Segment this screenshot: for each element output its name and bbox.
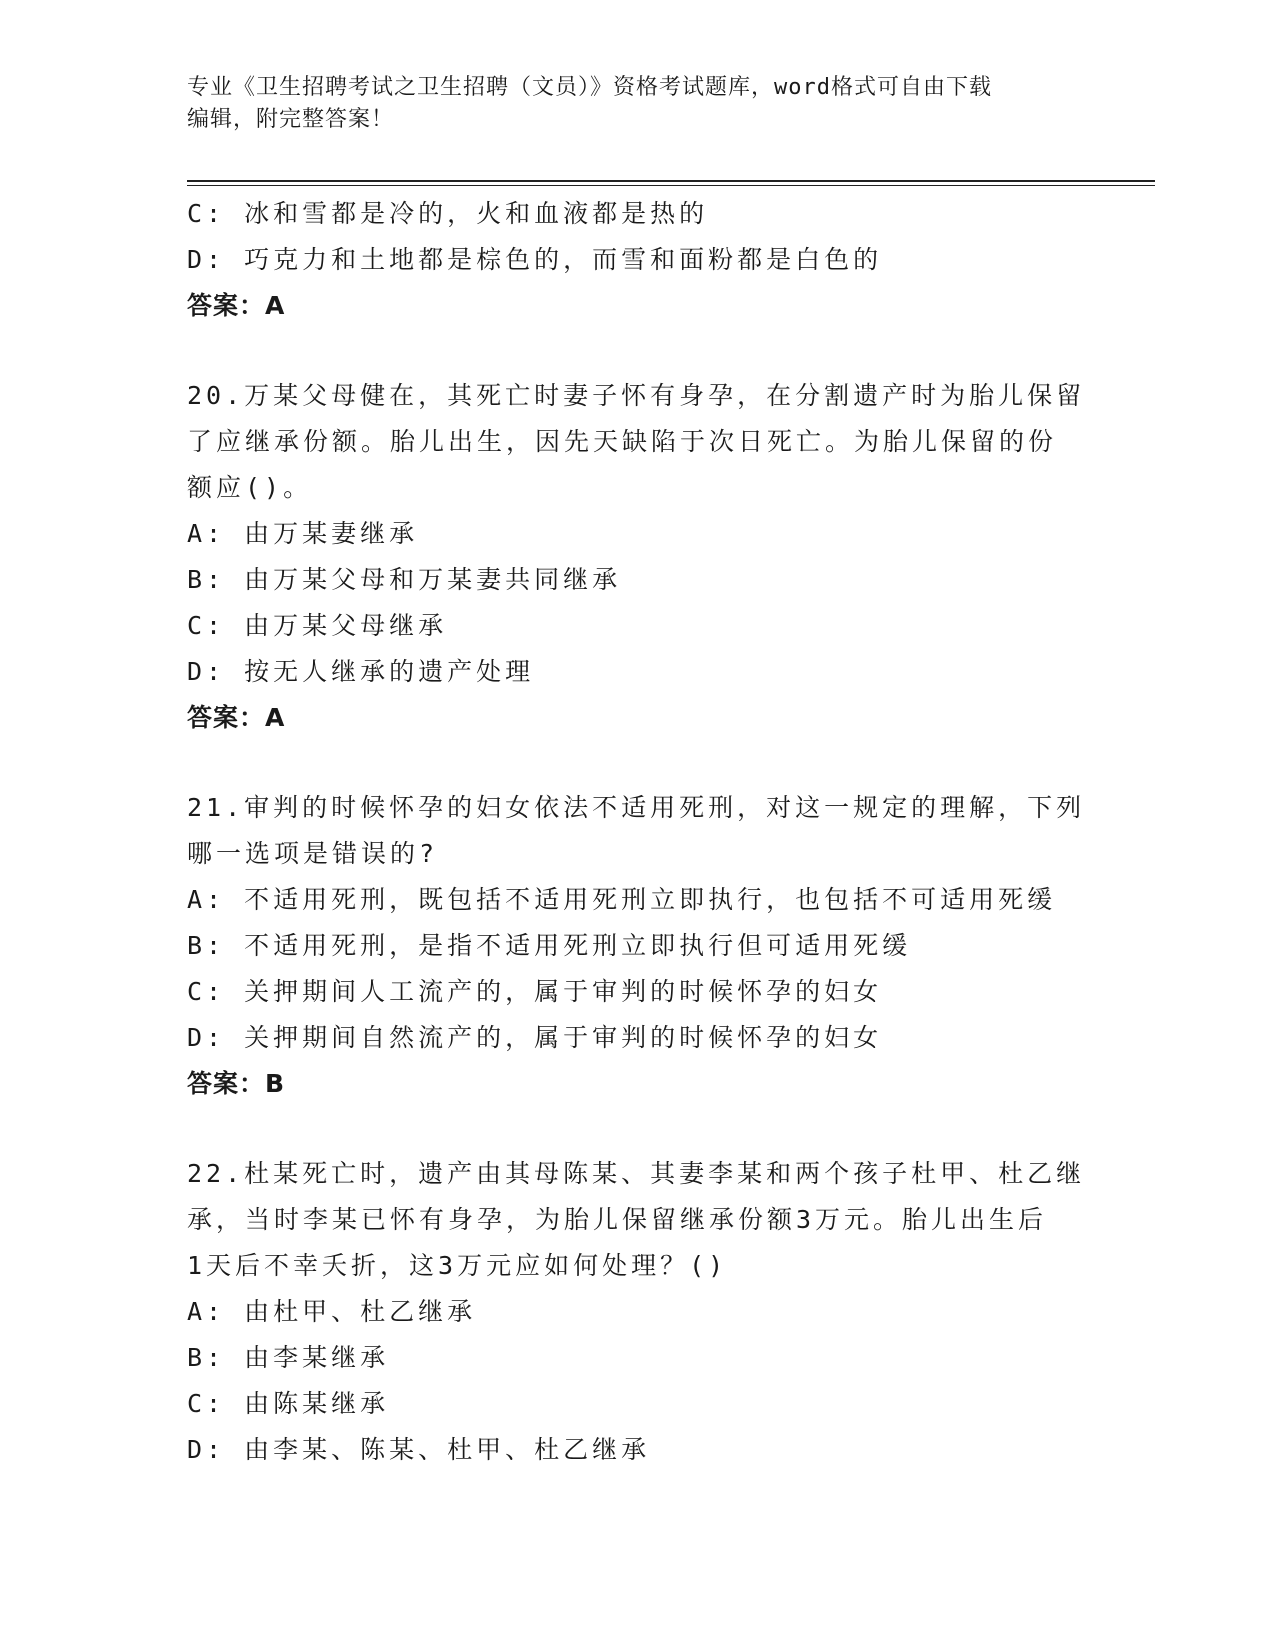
option-d: D: 关押期间自然流产的，属于审判的时候怀孕的妇女 <box>187 1023 883 1052</box>
header-line-2: 编辑，附完整答案！ <box>187 107 395 132</box>
option-a: A: 由万某妻继承 <box>187 519 419 548</box>
answer-line: 答案：A <box>187 703 286 732</box>
question-stem-line: 21.审判的时候怀孕的妇女依法不适用死刑，对这一规定的理解，下列 <box>187 793 1086 822</box>
option-c: C: 由陈某继承 <box>187 1389 390 1418</box>
header-line-1: 专业《卫生招聘考试之卫生招聘（文员）》资格考试题库，word格式可自由下载 <box>187 75 992 100</box>
option-a: A: 由杜甲、杜乙继承 <box>187 1297 477 1326</box>
question-stem-line: 22.杜某死亡时，遗产由其母陈某、其妻李某和两个孩子杜甲、杜乙继 <box>187 1159 1086 1188</box>
question-stem-line: 额应()。 <box>187 473 313 502</box>
option-c: C: 关押期间人工流产的，属于审判的时候怀孕的妇女 <box>187 977 883 1006</box>
option-b: B: 由万某父母和万某妻共同继承 <box>187 565 622 594</box>
option-d: D: 巧克力和土地都是棕色的，而雪和面粉都是白色的 <box>187 245 883 274</box>
question-list <box>187 191 1087 1473</box>
option-b: B: 不适用死刑，是指不适用死刑立即执行但可适用死缓 <box>187 931 912 960</box>
question-stem-line: 了应继承份额。胎儿出生，因先天缺陷于次日死亡。为胎儿保留的份 <box>187 427 1058 456</box>
option-c: C: 由万某父母继承 <box>187 611 448 640</box>
answer-line: 答案：B <box>187 1069 286 1098</box>
answer-line: 答案：A <box>187 291 286 320</box>
question-stem-line: 20.万某父母健在，其死亡时妻子怀有身孕，在分割遗产时为胎儿保留 <box>187 381 1086 410</box>
option-a: A: 不适用死刑，既包括不适用死刑立即执行，也包括不可适用死缓 <box>187 885 1057 914</box>
document-header <box>187 72 1087 136</box>
question-stem-line: 1天后不幸夭折，这3万元应如何处理？() <box>187 1251 728 1280</box>
question-19-tail <box>187 191 1087 329</box>
question-stem-line: 哪一选项是错误的? <box>187 839 439 868</box>
question-21 <box>187 785 1087 1107</box>
option-d: D: 由李某、陈某、杜甲、杜乙继承 <box>187 1435 651 1464</box>
option-b: B: 由李某继承 <box>187 1343 390 1372</box>
question-stem-line: 承，当时李某已怀有身孕，为胎儿保留继承份额3万元。胎儿出生后 <box>187 1205 1048 1234</box>
question-20 <box>187 373 1087 741</box>
header-divider <box>187 180 1155 182</box>
option-d: D: 按无人继承的遗产处理 <box>187 657 535 686</box>
header-divider-thin <box>187 185 1155 186</box>
question-22 <box>187 1151 1087 1473</box>
option-c: C: 冰和雪都是冷的，火和血液都是热的 <box>187 199 709 228</box>
